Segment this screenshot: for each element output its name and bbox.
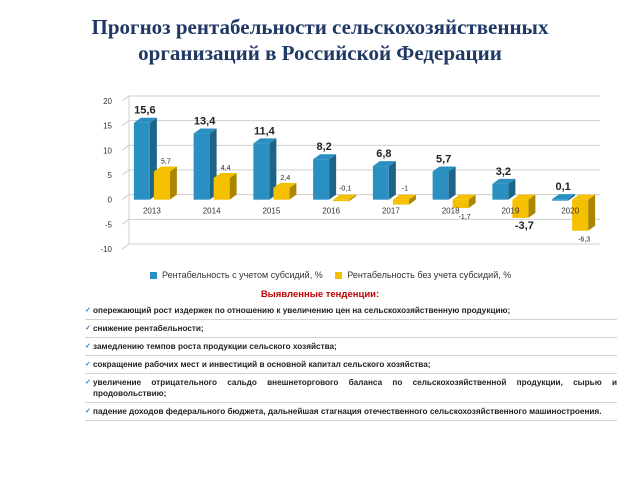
x-tick-label: 2014 [202,206,221,216]
gridline-depth [122,170,129,175]
bar-series-1 [433,172,449,200]
x-tick-label: 2015 [262,206,281,216]
gridline-depth [122,244,129,249]
data-label-series-2: -6,3 [578,236,591,244]
bar-series-2 [333,200,349,202]
gridline-depth [122,96,129,101]
data-label-series-1: 11,4 [253,125,275,138]
legend-item-series-1 [150,270,323,280]
legend-swatch-series-2 [335,272,342,279]
legend-label-series-2: Рентабельность без учета субсидий, % [347,270,512,280]
bar-series-1 [373,166,389,200]
data-label-series-2: 2,4 [280,174,291,182]
gridline-depth [122,145,129,150]
x-tick-label: 2020 [561,206,580,216]
bar-series-1 [552,199,568,201]
x-tick-label: 2018 [441,206,460,216]
bar-series-1-side [329,154,336,199]
y-tick-label: -5 [104,220,112,230]
x-tick-label: 2016 [322,206,341,216]
bar-series-1 [194,134,210,200]
bar-series-2 [393,200,409,205]
bar-series-1 [134,123,150,200]
y-tick-label: 5 [107,171,112,180]
data-label-series-2: -1,7 [458,214,471,222]
trend-item: ✓ сокращение рабочих мест и инвестиций в основной капитал сельского хозяйства; [85,356,617,374]
bar-series-2 [154,172,170,200]
gridline-depth [122,195,129,200]
bar-series-1-side [449,167,456,200]
x-tick-label: 2019 [501,206,520,216]
y-tick-label: 15 [103,121,112,131]
legend-label-series-1: Рентабельность с учетом субсидий, % [162,270,323,280]
page-title-line-2: организаций в Российской Федерации [138,41,502,65]
y-tick-label: 10 [103,146,112,156]
trend-item: ✓ замедлению темпов роста продукции сельского хозяйства; [85,338,617,356]
x-tick-label: 2013 [142,206,161,216]
legend-swatch-series-1 [150,272,157,279]
trend-item: ✓ опережающий рост издержек по отношению к увеличению цен на сельскохозяйственную продукцию; [85,302,617,320]
data-label-series-2: 5,7 [161,158,171,166]
bar-series-2 [214,178,230,200]
gridline-depth [122,219,129,224]
trend-item: ✓ падение доходов федерального бюджета, дальнейшая стагнация отечественного сельскохозяйственного машиностроения. [85,403,617,421]
trends-list [85,302,617,421]
gridline-depth [122,121,129,126]
data-label-series-2: -3,7 [514,219,534,232]
trend-item: ✓ увеличение отрицательного сальдо внешнеторгового баланса по сельскохозяйственной продукции, сырью и продовольствию; [85,374,617,403]
y-tick-label: -10 [100,245,112,254]
y-tick-label: 0 [107,195,112,205]
data-label-series-1: 6,8 [376,148,392,161]
data-label-series-2: 4,4 [220,164,231,172]
bar-series-2-side [170,167,177,200]
data-label-series-2: -0,1 [339,185,352,193]
bar-series-1-side [389,161,396,200]
data-label-series-1: 15,6 [134,104,156,117]
bar-series-1 [253,143,269,199]
chart-legend [150,270,580,280]
legend-item-series-2 [335,270,511,280]
trend-item: ✓ снижение рентабельности; [85,320,617,338]
bar-series-1 [492,184,508,200]
x-tick-label: 2017 [381,206,400,216]
data-label-series-1: 8,2 [316,141,332,154]
data-label-series-1: 13,4 [193,115,216,128]
bar-series-2-side [588,195,595,231]
bar-series-1 [313,159,329,199]
bar-series-2 [273,188,289,200]
data-label-series-1: 3,2 [495,165,512,178]
data-label-series-1: 0,1 [555,181,571,194]
page-title-line-1: Прогноз рентабельности сельскохозяйственных [91,15,549,39]
y-tick-label: 20 [103,97,112,106]
data-label-series-1: 5,7 [435,153,452,166]
data-label-series-2: -1 [401,185,408,193]
trends-heading: Выявленные тенденции: [260,289,380,300]
